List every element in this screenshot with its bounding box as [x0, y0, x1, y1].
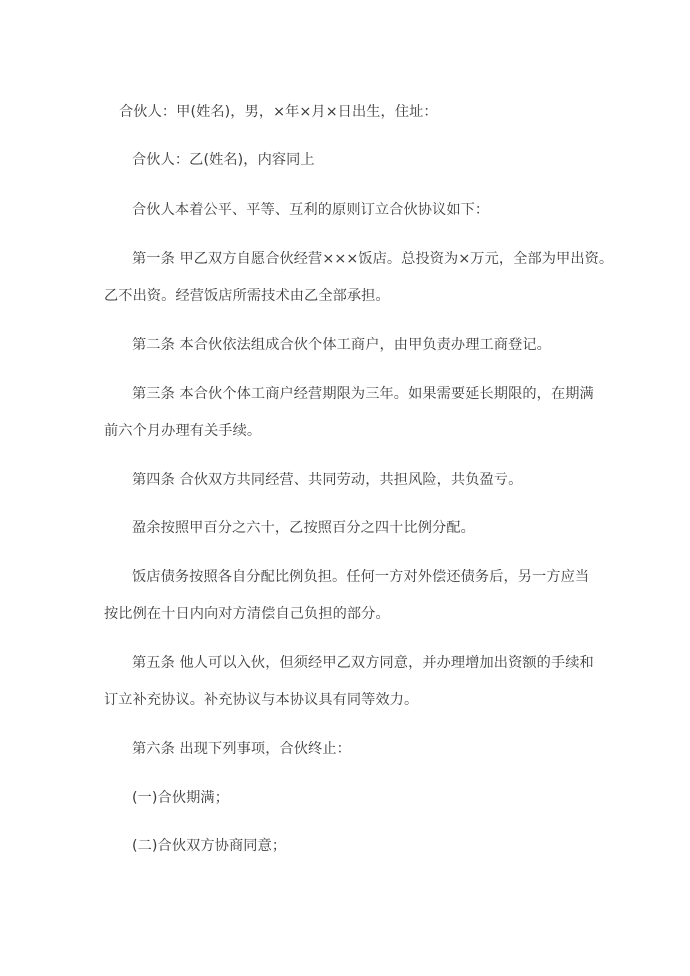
text-line: 第四条 合伙双方共同经营、共同劳动，共担风险，共负盈亏。: [132, 472, 523, 488]
text-line: 第一条 甲乙双方自愿合伙经营×××饭店。总投资为×万元，全部为甲出资。: [132, 251, 614, 267]
text-line: 按比例在十日内向对方清偿自己负担的部分。: [104, 606, 390, 622]
text-line: 盈余按照甲百分之六十，乙按照百分之四十比例分配。: [132, 520, 475, 536]
text-line: 第二条 本合伙依法组成合伙个体工商户，由甲负责办理工商登记。: [132, 337, 551, 353]
text-line: 合伙人本着公平、平等、互利的原则订立合伙协议如下：: [132, 202, 490, 218]
text-line: 饭店债务按照各自分配比例负担。任何一方对外偿还债务后，另一方应当: [132, 569, 590, 585]
text-line: 合伙人：乙(姓名)，内容同上: [132, 152, 315, 168]
text-line: (二)合伙双方协商同意；: [132, 838, 287, 854]
text-line: 前六个月办理有关手续。: [104, 423, 262, 439]
text-line: 合伙人：甲(姓名)，男，×年×月×日出生，住址：: [119, 104, 438, 120]
text-line: (一)合伙期满；: [132, 790, 229, 806]
text-line: 订立补充协议。补充协议与本协议具有同等效力。: [104, 692, 419, 708]
text-line: 第六条 出现下列事项，合伙终止：: [132, 741, 351, 757]
text-line: 第五条 他人可以入伙，但须经甲乙双方同意，并办理增加出资额的手续和: [132, 655, 594, 671]
text-line: 第三条 本合伙个体工商户经营期限为三年。如果需要延长期限的，在期满: [132, 386, 594, 402]
text-line: 乙不出资。经营饭店所需技术由乙全部承担。: [104, 288, 390, 304]
